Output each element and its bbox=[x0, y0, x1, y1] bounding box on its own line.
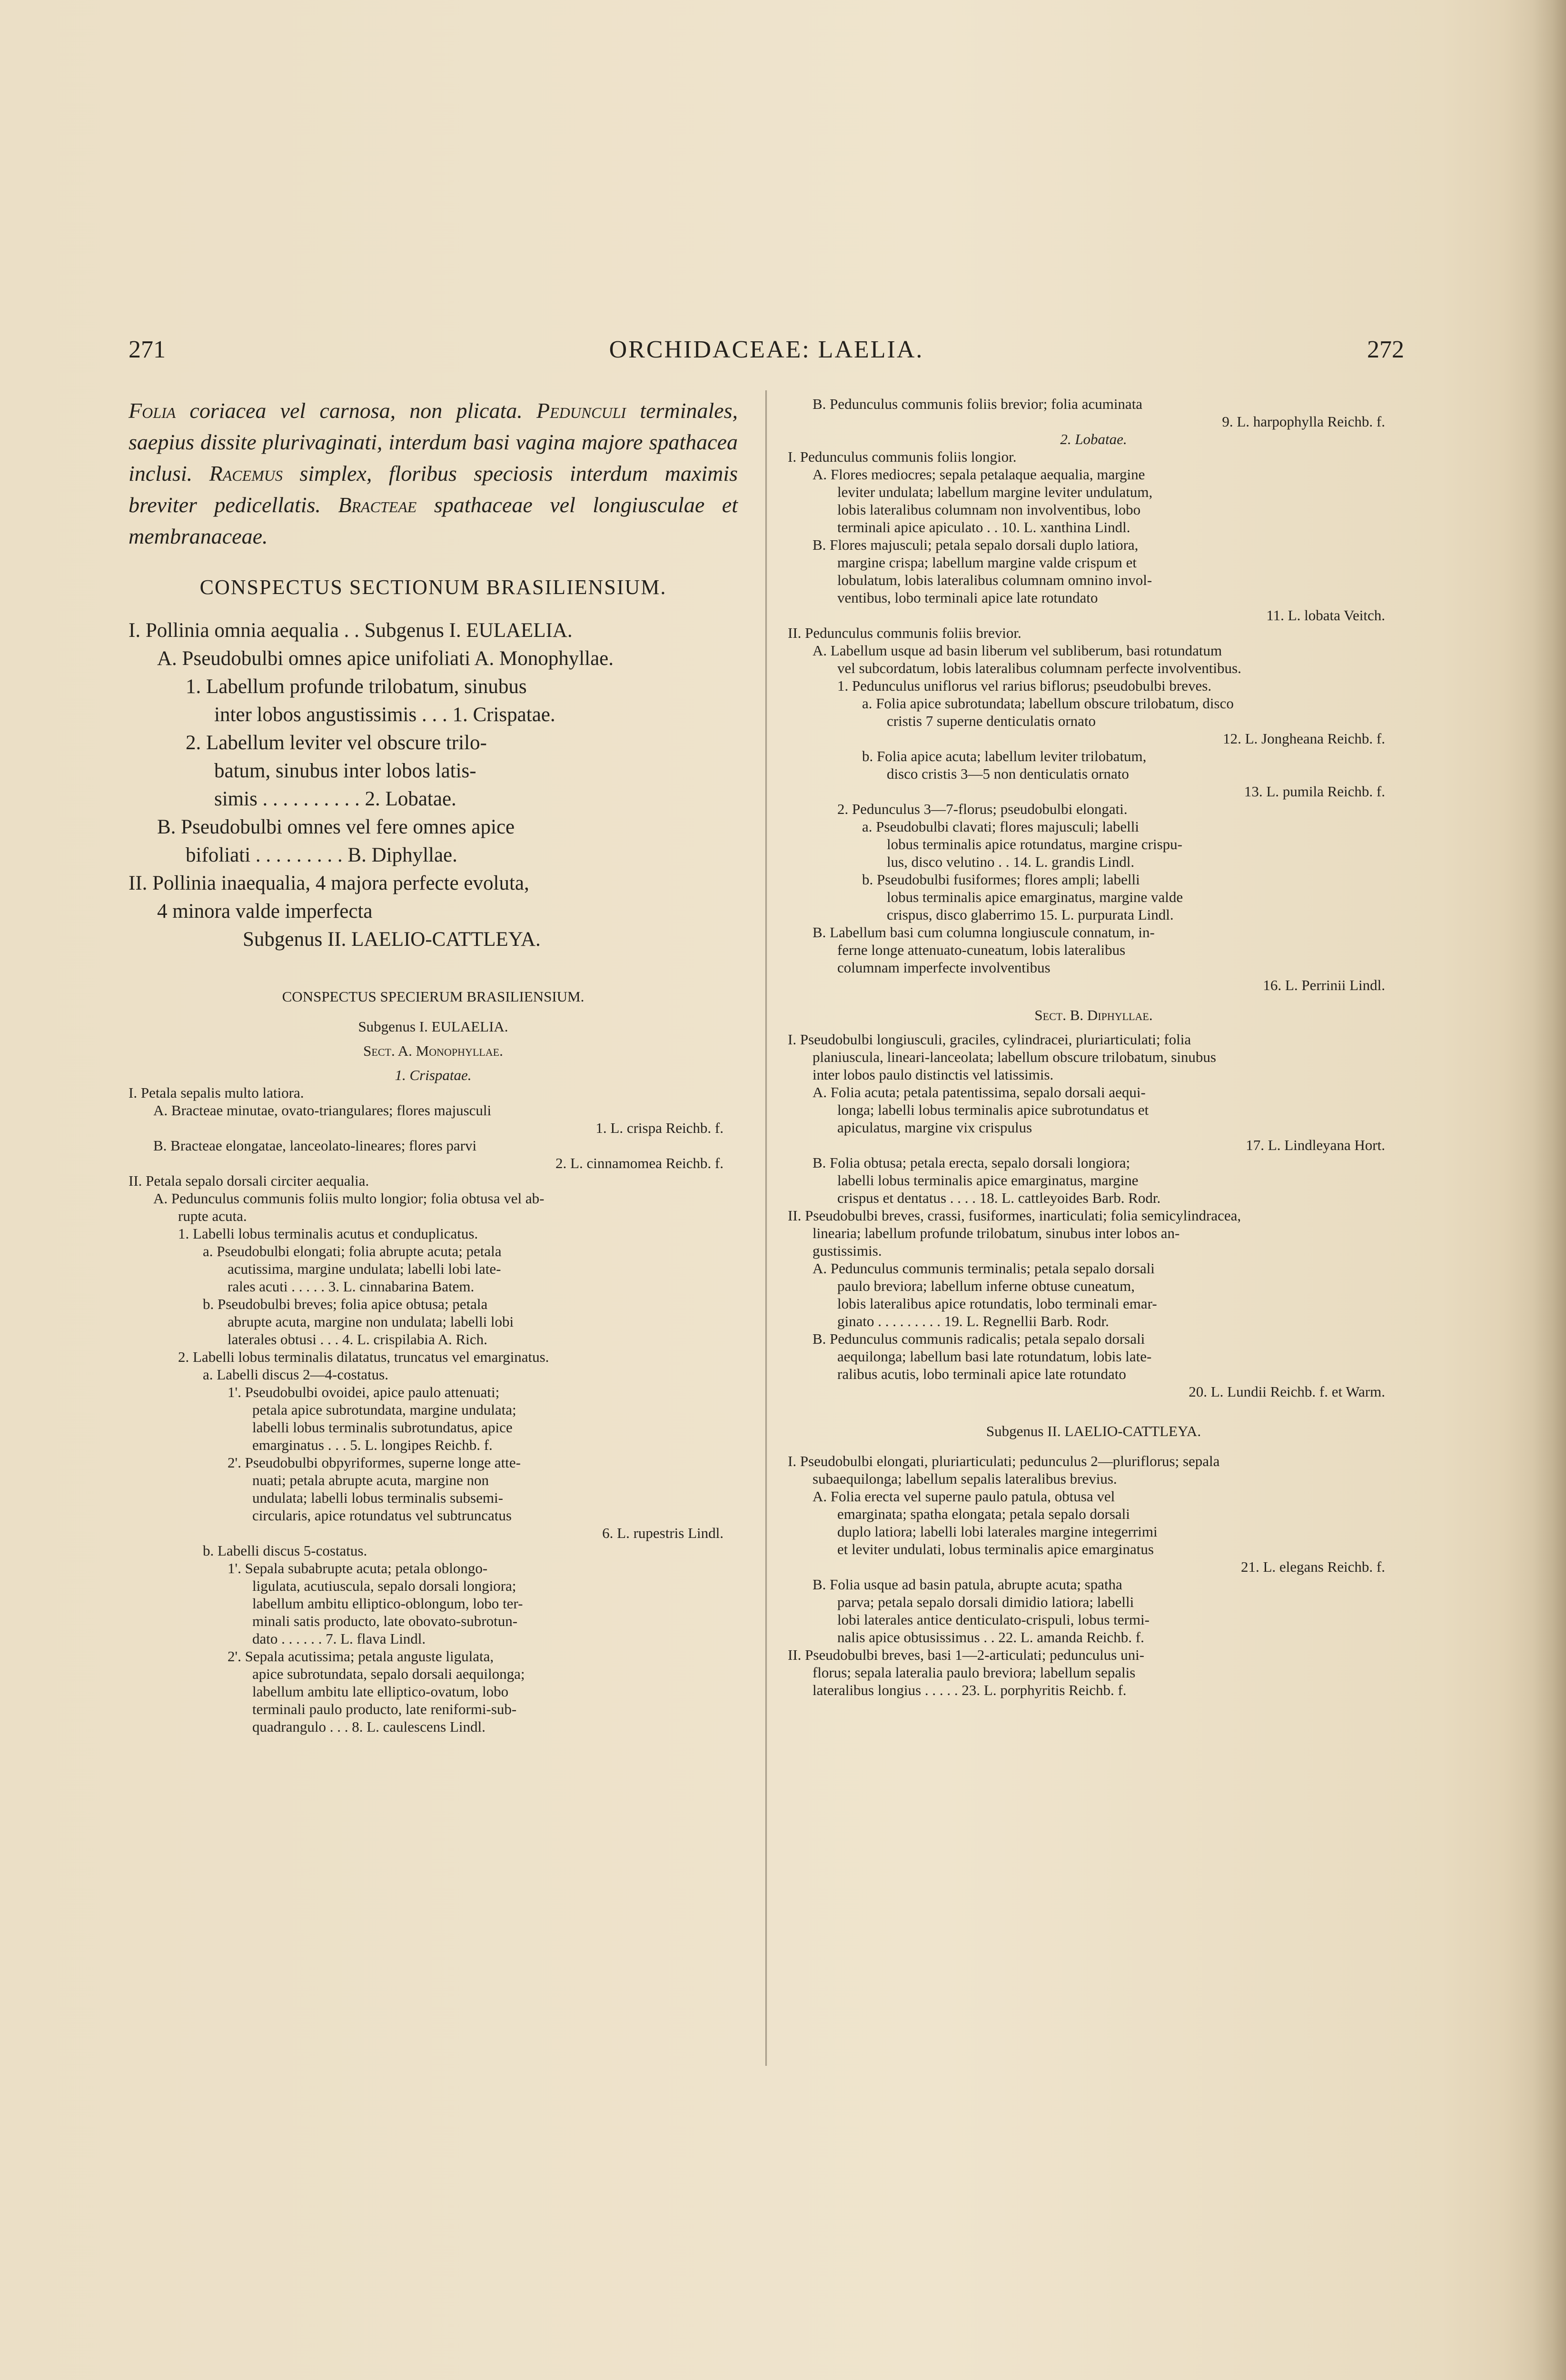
key-line: circularis, apice rotundatus vel subtruncatus bbox=[252, 1507, 512, 1524]
section-b-heading: Sect. B. Diphyllae. bbox=[1034, 1007, 1153, 1023]
key-line: 2. Labellum leviter vel obscure trilo- bbox=[186, 732, 487, 754]
key-line: 17. L. Lindleyana Hort. bbox=[1246, 1137, 1385, 1153]
key-line: 4 minora valde imperfecta bbox=[157, 900, 373, 922]
key-line: 16. L. Perrinii Lindl. bbox=[1263, 977, 1385, 993]
key-line: laterales obtusi . . . 4. L. crispilabia A. Rich. bbox=[228, 1331, 487, 1348]
key-line: lobi laterales antice denticulato-crispuli, lobus termi- bbox=[837, 1611, 1150, 1628]
key-line: B. Pedunculus communis foliis brevior; folia acuminata bbox=[813, 396, 1143, 412]
conspectus-sectionum-title: CONSPECTUS SECTIONUM BRASILIENSIUM. bbox=[199, 575, 667, 599]
running-header bbox=[129, 336, 1404, 369]
key-line: 20. L. Lundii Reichb. f. et Warm. bbox=[1189, 1383, 1385, 1400]
key-line: nalis apice obtusissimus . . 22. L. amanda Reichb. f. bbox=[837, 1629, 1144, 1646]
key-line: A. Labellum usque ad basin liberum vel subliberum, basi rotundatum bbox=[813, 642, 1222, 659]
key-line: B. Pedunculus communis radicalis; petala sepalo dorsali bbox=[813, 1330, 1145, 1347]
key-line: minali satis producto, late obovato-subrotun- bbox=[252, 1613, 518, 1629]
key-line: lobus terminalis apice emarginatus, margine valde bbox=[887, 889, 1183, 905]
term-pedunculi: Pedunculi bbox=[536, 398, 626, 423]
key-line: florus; sepala lateralia paulo breviora; labellum sepalis bbox=[813, 1664, 1136, 1681]
page-number-left: 271 bbox=[129, 336, 166, 363]
key-line: 1. Labellum profunde trilobatum, sinubus bbox=[186, 675, 527, 698]
key-line: A. Pseudobulbi omnes apice unifoliati A. Monophyllae. bbox=[157, 647, 614, 670]
key-line: margine crispa; labellum margine valde crispum et bbox=[837, 554, 1137, 571]
key-line: 9. L. harpophylla Reichb. f. bbox=[1222, 413, 1385, 430]
key-line: disco cristis 3—5 non denticulatis ornato bbox=[887, 765, 1129, 782]
species-key-right-a bbox=[788, 395, 1399, 994]
key-line: ligulata, acutiuscula, sepalo dorsali longiora; bbox=[252, 1577, 516, 1594]
key-line: subaequilonga; labellum sepalis lateralibus brevius. bbox=[813, 1470, 1117, 1487]
key-line: nuati; petala abrupte acuta, margine non bbox=[252, 1472, 489, 1488]
key-line: paulo breviora; labellum inferne obtuse cuneatum, bbox=[837, 1278, 1135, 1294]
key-line: duplo latiora; labelli lobi laterales margine integerrimi bbox=[837, 1523, 1158, 1540]
key-line: cristis 7 superne denticulatis ornato bbox=[887, 713, 1096, 729]
key-line: 2'. Sepala acutissima; petala anguste ligulata, bbox=[228, 1648, 494, 1665]
key-line: ralibus acutis, lobo terminali apice late rotundato bbox=[837, 1366, 1126, 1382]
key-line: 1. Labelli lobus terminalis acutus et conduplicatus. bbox=[178, 1225, 478, 1242]
key-line: parva; petala sepalo dorsali dimidio latiora; labelli bbox=[837, 1594, 1134, 1610]
key-line: II. Pseudobulbi breves, basi 1—2-articulati; pedunculus uni- bbox=[788, 1646, 1145, 1663]
key-line: 21. L. elegans Reichb. f. bbox=[1240, 1558, 1385, 1575]
key-line: 2. Lobatae. bbox=[1060, 431, 1127, 447]
key-line: simis . . . . . . . . . . 2. Lobatae. bbox=[214, 788, 456, 810]
key-line: I. Pseudobulbi longiusculi, graciles, cylindracei, pluriarticulati; folia bbox=[788, 1031, 1191, 1048]
key-line: batum, sinubus inter lobos latis- bbox=[214, 760, 476, 782]
subgenus-2-heading: Subgenus II. LAELIO-CATTLEYA. bbox=[986, 1423, 1201, 1439]
key-line: apiculatus, margine vix crispulus bbox=[837, 1119, 1032, 1136]
genus-description bbox=[129, 395, 738, 552]
key-line: lobis lateralibus apice rotundatis, lobo terminali emar- bbox=[837, 1295, 1157, 1312]
text-folia: coriacea vel carnosa, non plicata. bbox=[176, 398, 536, 423]
key-line: a. Pseudobulbi elongati; folia abrupte acuta; petala bbox=[203, 1243, 502, 1259]
key-line: A. Flores mediocres; sepala petalaque aequalia, margine bbox=[813, 466, 1145, 483]
key-line: inter lobos paulo distinctis vel latissimis. bbox=[813, 1066, 1054, 1083]
running-title: ORCHIDACEAE: LAELIA. bbox=[609, 336, 924, 363]
text-pedunculi: terminales, saepius dissite plurivaginati, interdum basi vagina majore spathacea inclusi. bbox=[129, 398, 738, 486]
key-line: b. Pseudobulbi breves; folia apice obtusa; petala bbox=[203, 1296, 488, 1312]
left-column bbox=[129, 395, 738, 1735]
key-line: II. Pseudobulbi breves, crassi, fusiformes, inarticulati; folia semicylindracea, bbox=[788, 1207, 1241, 1224]
key-line: ginato . . . . . . . . . 19. L. Regnellii Barb. Rodr. bbox=[837, 1313, 1109, 1329]
key-line: 11. L. lobata Veitch. bbox=[1266, 607, 1385, 624]
key-line: A. Folia erecta vel superne paulo patula, obtusa vel bbox=[813, 1488, 1115, 1505]
key-line: lobus terminalis apice rotundatus, margine crispu- bbox=[887, 836, 1182, 853]
key-line: ventibus, lobo terminali apice late rotundato bbox=[837, 589, 1098, 606]
species-key-left bbox=[129, 1084, 738, 1735]
key-line: gustissimis. bbox=[813, 1242, 882, 1259]
key-line: A. Pedunculus communis terminalis; petala sepalo dorsali bbox=[813, 1260, 1155, 1277]
key-line: terminali apice apiculato . . 10. L. xanthina Lindl. bbox=[837, 519, 1130, 536]
species-key-right-b bbox=[788, 1031, 1399, 1400]
key-line: II. Pedunculus communis foliis brevior. bbox=[788, 625, 1021, 641]
key-line: terminali paulo producto, late reniformi-sub- bbox=[252, 1701, 517, 1717]
term-folia: Folia bbox=[129, 398, 176, 423]
key-line: apice subrotundata, sepalo dorsali aequilonga; bbox=[252, 1666, 525, 1682]
term-bracteae: Bracteae bbox=[338, 493, 417, 517]
key-line: 13. L. pumila Reichb. f. bbox=[1244, 783, 1385, 800]
key-line: 1. L. crispa Reichb. f. bbox=[595, 1120, 724, 1136]
key-line: 2. L. cinnamomea Reichb. f. bbox=[555, 1155, 724, 1171]
key-line: emarginatus . . . 5. L. longipes Reichb. f. bbox=[252, 1437, 493, 1453]
key-line: planiuscula, lineari-lanceolata; labellum obscure trilobatum, sinubus bbox=[813, 1049, 1216, 1065]
key-line: bifoliati . . . . . . . . . B. Diphyllae. bbox=[186, 844, 457, 866]
page-edge-shadow bbox=[1533, 0, 1566, 2380]
key-line: undulata; labelli lobus terminalis subsemi- bbox=[252, 1489, 503, 1506]
key-line: inter lobos angustissimis . . . 1. Crispatae. bbox=[214, 704, 555, 726]
key-line: aequilonga; labellum basi late rotundatum, lobis late- bbox=[837, 1348, 1152, 1365]
key-line: labellum ambitu elliptico-oblongum, lobo ter- bbox=[252, 1595, 523, 1612]
text-racemus: simplex, floribus speciosis interdum maximis breviter pedicellatis. bbox=[129, 461, 738, 517]
key-line: A. Bracteae minutae, ovato-triangulares; flores majusculi bbox=[153, 1102, 492, 1119]
key-line: petala apice subrotundata, margine undulata; bbox=[252, 1401, 516, 1418]
key-line: a. Folia apice subrotundata; labellum obscure trilobatum, disco bbox=[862, 695, 1234, 712]
right-column bbox=[788, 395, 1399, 1699]
key-line: B. Folia usque ad basin patula, abrupte acuta; spatha bbox=[813, 1576, 1122, 1593]
key-line: et leviter undulati, lobus terminalis apice emarginatus bbox=[837, 1541, 1154, 1557]
key-line: labelli lobus terminalis apice emarginatus, margine bbox=[837, 1172, 1139, 1189]
species-key-right-c bbox=[788, 1452, 1399, 1699]
key-line: A. Folia acuta; petala patentissima, sepalo dorsali aequi- bbox=[813, 1084, 1146, 1101]
key-line: A. Pedunculus communis foliis multo longior; folia obtusa vel ab- bbox=[153, 1190, 545, 1207]
key-line: I. Petala sepalis multo latiora. bbox=[129, 1084, 304, 1101]
section-a-heading: Sect. A. Monophyllae. bbox=[363, 1042, 503, 1059]
key-line: emarginata; spatha elongata; petala sepalo dorsali bbox=[837, 1506, 1130, 1522]
column-divider bbox=[765, 390, 767, 2066]
key-line: rupte acuta. bbox=[178, 1208, 247, 1224]
key-line: B. Pseudobulbi omnes vel fere omnes apice bbox=[157, 816, 515, 838]
key-line: I. Pseudobulbi elongati, pluriarticulati; pedunculus 2—pluriflorus; sepala bbox=[788, 1453, 1220, 1469]
conspectus-sectionum-key bbox=[129, 616, 738, 953]
key-line: b. Labelli discus 5-costatus. bbox=[203, 1542, 367, 1559]
key-line: 2. Pedunculus 3—7-florus; pseudobulbi elongati. bbox=[837, 801, 1128, 817]
key-line: labellum ambitu late elliptico-ovatum, lobo bbox=[252, 1683, 509, 1700]
key-line: linearia; labellum profunde trilobatum, sinubus inter lobos an- bbox=[813, 1225, 1180, 1241]
key-line: rales acuti . . . . . 3. L. cinnabarina Batem. bbox=[228, 1278, 475, 1295]
key-line: B. Bracteae elongatae, lanceolato-lineares; flores parvi bbox=[153, 1137, 477, 1154]
key-line: I. Pollinia omnia aequalia . . Subgenus I. EULAELIA. bbox=[129, 619, 573, 642]
page-number-right: 272 bbox=[1367, 336, 1404, 363]
key-line: I. Pedunculus communis foliis longior. bbox=[788, 448, 1017, 465]
term-racemus: Racemus bbox=[209, 461, 283, 486]
key-line: 1'. Sepala subabrupte acuta; petala oblongo- bbox=[228, 1560, 488, 1577]
key-line: abrupte acuta, margine non undulata; labelli lobi bbox=[228, 1313, 514, 1330]
key-line: leviter undulata; labellum margine leviter undulatum, bbox=[837, 484, 1153, 500]
key-line: b. Folia apice acuta; labellum leviter trilobatum, bbox=[862, 748, 1147, 764]
key-line: lateralibus longius . . . . . 23. L. porphyritis Reichb. f. bbox=[813, 1682, 1127, 1698]
key-line: lus, disco velutino . . 14. L. grandis Lindl. bbox=[887, 853, 1135, 870]
key-line: crispus et dentatus . . . . 18. L. cattleyoides Barb. Rodr. bbox=[837, 1190, 1161, 1206]
key-line: labelli lobus terminalis subrotundatus, apice bbox=[252, 1419, 513, 1436]
key-line: 1. Pedunculus uniflorus vel rarius biflorus; pseudobulbi breves. bbox=[837, 677, 1212, 694]
key-line: 1'. Pseudobulbi ovoidei, apice paulo attenuati; bbox=[228, 1384, 500, 1400]
key-line: 2'. Pseudobulbi obpyriformes, superne longe atte- bbox=[228, 1454, 521, 1471]
key-line: vel subcordatum, lobis lateralibus columnam perfecte involventibus. bbox=[837, 660, 1241, 676]
key-line: lobulatum, lobis lateralibus columnam omnino invol- bbox=[837, 572, 1152, 588]
subgenus-1-heading: Subgenus I. EULAELIA. bbox=[358, 1018, 508, 1035]
group-crispatae-heading: 1. Crispatae. bbox=[395, 1067, 472, 1083]
key-line: 6. L. rupestris Lindl. bbox=[602, 1525, 724, 1541]
key-line: Subgenus II. LAELIO-CATTLEYA. bbox=[243, 928, 541, 951]
key-line: lobis lateralibus columnam non involventibus, lobo bbox=[837, 501, 1141, 518]
key-line: B. Labellum basi cum columna longiuscule connatum, in- bbox=[813, 924, 1155, 941]
key-line: II. Pollinia inaequalia, 4 majora perfecte evoluta, bbox=[129, 872, 529, 894]
key-line: b. Pseudobulbi fusiformes; flores ampli; labelli bbox=[862, 871, 1140, 888]
text-bracteae: spathaceae vel longiusculae et membranaceae. bbox=[129, 493, 738, 548]
key-line: longa; labelli lobus terminalis apice subrotundatus et bbox=[837, 1101, 1149, 1118]
key-line: B. Flores majusculi; petala sepalo dorsali duplo latiora, bbox=[813, 536, 1139, 553]
key-line: 2. Labelli lobus terminalis dilatatus, truncatus vel emarginatus. bbox=[178, 1349, 549, 1365]
conspectus-specierum-title: CONSPECTUS SPECIERUM BRASILIENSIUM. bbox=[282, 988, 585, 1005]
key-line: dato . . . . . . 7. L. flava Lindl. bbox=[252, 1630, 426, 1647]
key-line: quadrangulo . . . 8. L. caulescens Lindl. bbox=[252, 1718, 486, 1735]
key-line: a. Pseudobulbi clavati; flores majusculi; labelli bbox=[862, 818, 1139, 835]
key-line: crispus, disco glaberrimo 15. L. purpurata Lindl. bbox=[887, 906, 1174, 923]
key-line: II. Petala sepalo dorsali circiter aequalia. bbox=[129, 1172, 369, 1189]
key-line: acutissima, margine undulata; labelli lobi late- bbox=[228, 1260, 501, 1277]
key-line: a. Labelli discus 2—4-costatus. bbox=[203, 1366, 388, 1383]
key-line: columnam imperfecte involventibus bbox=[837, 959, 1051, 976]
key-line: B. Folia obtusa; petala erecta, sepalo dorsali longiora; bbox=[813, 1154, 1130, 1171]
key-line: ferne longe attenuato-cuneatum, lobis lateralibus bbox=[837, 942, 1126, 958]
key-line: 12. L. Jongheana Reichb. f. bbox=[1223, 730, 1385, 747]
